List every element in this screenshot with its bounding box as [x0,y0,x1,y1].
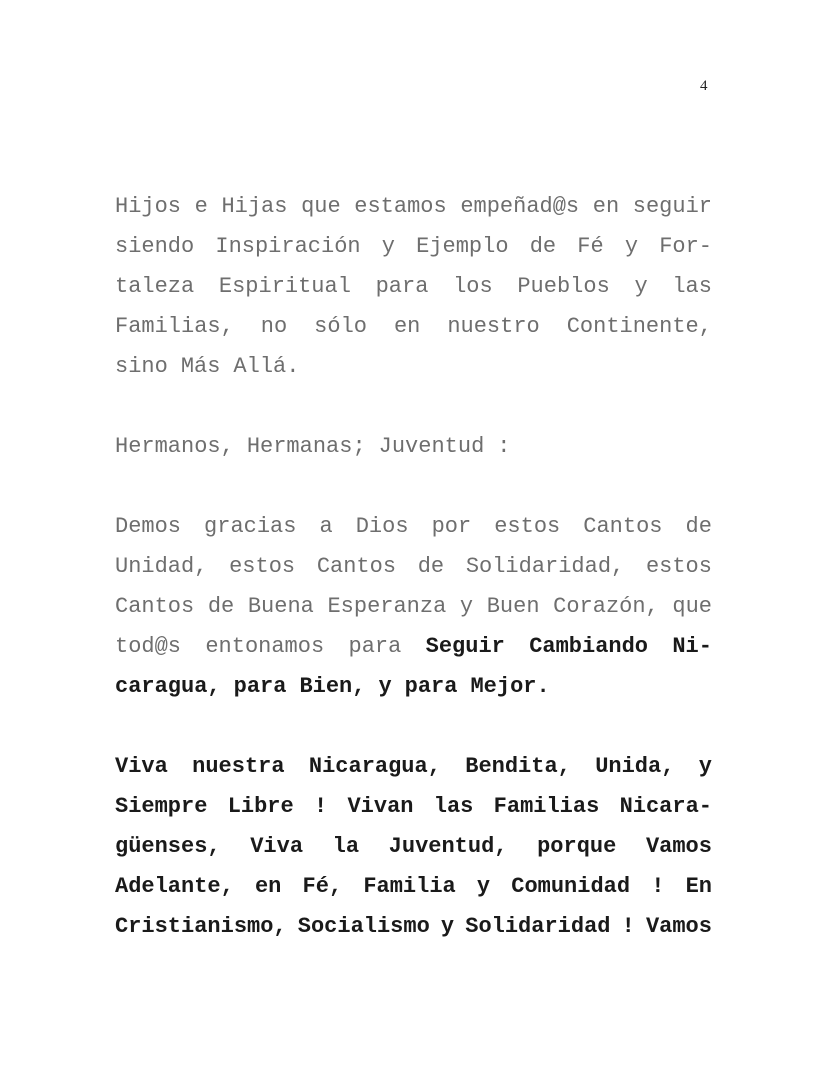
text-line [115,507,712,547]
word: Familia [363,874,456,899]
word: en [393,314,421,339]
word: Vamos [645,834,712,859]
word: y [624,234,639,259]
word: Buena [247,594,314,619]
word: para [404,674,458,699]
word: Adelante, [115,874,234,899]
word: y [634,274,648,299]
word: y [440,914,455,939]
word: Seguir [425,634,505,659]
word: Dios [355,514,409,539]
word: a [319,514,333,539]
word: Familias, [115,314,234,339]
paragraph-3 [115,507,712,707]
word: Cantos [583,514,663,539]
word: Continente, [566,314,712,339]
word: porque [537,834,617,859]
text-line [115,227,712,267]
word: Viva [115,754,168,779]
word: Socialismo [297,914,430,939]
word: sólo [314,314,367,339]
word: las [672,274,712,299]
word: de [529,234,557,259]
word: Cantos [115,594,195,619]
text-line [115,587,712,627]
word: tod@s [115,634,182,659]
word: Allá. [233,354,300,379]
word: entonamos [205,634,325,659]
word: Hermanas; [246,434,366,459]
word: empeñad@s [460,194,580,219]
text-line [115,867,712,907]
word: güenses, [115,834,221,859]
word: Cambiando [529,634,649,659]
text-line [115,747,712,787]
word: Solidaridad [465,914,611,939]
text-line [115,827,712,867]
word: de [207,594,235,619]
word: Juventud, [388,834,508,859]
text-line [115,267,712,307]
word: sino [115,354,168,379]
text-line [115,667,712,707]
word: estos [229,554,296,579]
word: For- [659,234,712,259]
word: e [194,194,208,219]
word: para [375,274,429,299]
word: y [476,874,491,899]
word: estos [494,514,561,539]
word: Corazón, [553,594,659,619]
word: que [672,594,712,619]
word: la [332,834,360,859]
text-line [115,547,712,587]
text-line [115,187,712,227]
word: Espiritual [218,274,351,299]
word: Esperanza [327,594,447,619]
word: Hermanos, [115,434,234,459]
word: Cristianismo, [115,914,287,939]
paragraph-1 [115,187,712,387]
word: estamos [354,194,447,219]
text-line [115,427,712,467]
word: Vivan [347,794,414,819]
word: Demos [115,514,182,539]
word: siendo [115,234,195,259]
word: Juventud [378,434,485,459]
word: Más [180,354,221,379]
word: Siempre [115,794,208,819]
word: los [453,274,493,299]
paragraph-4 [115,747,712,947]
word: nuestro [447,314,540,339]
word: nuestra [192,754,285,779]
word: Bendita, [465,754,571,779]
word: Libre [227,794,294,819]
word: Nicara- [619,794,712,819]
word: ! [314,794,328,819]
word: Vamos [645,914,712,939]
word: no [260,314,288,339]
word: Comunidad [511,874,631,899]
word: Fé, [302,874,343,899]
word: seguir [632,194,712,219]
text-line [115,307,712,347]
word: Hijos [115,194,182,219]
text-line [115,347,712,387]
word: Unidad, [115,554,208,579]
word: Buen [486,594,540,619]
word: Nicaragua, [308,754,441,779]
word: estos [645,554,712,579]
paragraph-2 [115,427,712,467]
word: las [433,794,474,819]
word: en [254,874,282,899]
word: y [378,674,392,699]
word: Cantos [316,554,397,579]
text-line [115,627,712,667]
word: Fé [577,234,604,259]
word: ! [621,914,635,939]
word: que [301,194,341,219]
word: Inspiración [215,234,361,259]
word: de [685,514,712,539]
word: Pueblos [517,274,610,299]
word: y [698,754,712,779]
word: Ejemplo [416,234,509,259]
word: Bien, [299,674,366,699]
word: ! [651,874,665,899]
word: Unida, [595,754,675,779]
word: caragua, [115,674,221,699]
word: de [417,554,445,579]
word: para [348,634,402,659]
page-number: 4 [700,78,708,94]
word: Ni- [672,634,712,659]
word: en [592,194,620,219]
text-line [115,787,712,827]
word: y [459,594,474,619]
word: para [233,674,287,699]
word: Viva [250,834,304,859]
word: Hijas [221,194,288,219]
word: por [431,514,472,539]
text-line [115,907,712,947]
word: gracias [204,514,297,539]
word: En [685,874,712,899]
word: y [381,234,395,259]
word: : [497,434,511,459]
word: Solidaridad, [465,554,625,579]
word: Mejor. [470,674,550,699]
word: Familias [493,794,600,819]
word: taleza [115,274,195,299]
